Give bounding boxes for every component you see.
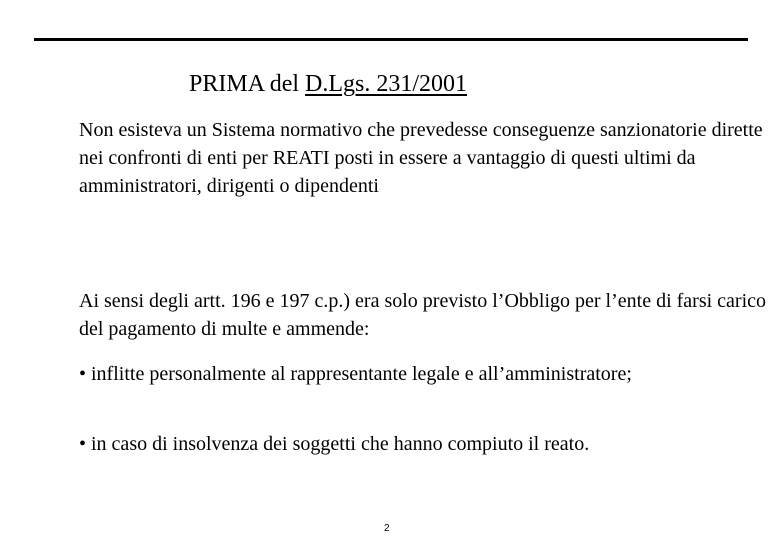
slide-title-law-reference: D.Lgs. 231/2001 <box>305 71 468 97</box>
bullet-item-insolvency: • in caso di insolvenza dei soggetti che hanno compiuto il reato. <box>79 433 590 455</box>
slide-title <box>189 69 467 99</box>
paragraph-penal-code-articles: Ai sensi degli artt. 196 e 197 c.p.) era solo previsto l’Obbligo per l’ente di farsi carico del pagamento di multe e ammende: <box>79 290 767 340</box>
page-number: 2 <box>384 523 390 534</box>
paragraph-no-regulatory-system: Non esisteva un Sistema normativo che prevedesse conseguenze sanzionatorie dirette nei confronti di enti per REATI posti in essere a vantaggio di questi ultimi da amministratori, dirigenti o dipendenti <box>79 119 763 197</box>
top-divider-line <box>34 38 748 41</box>
slide-title-prefix: PRIMA del <box>189 71 306 97</box>
bullet-item-legal-representative: • inflitte personalmente al rappresentante legale e all’amministratore; <box>79 363 632 385</box>
